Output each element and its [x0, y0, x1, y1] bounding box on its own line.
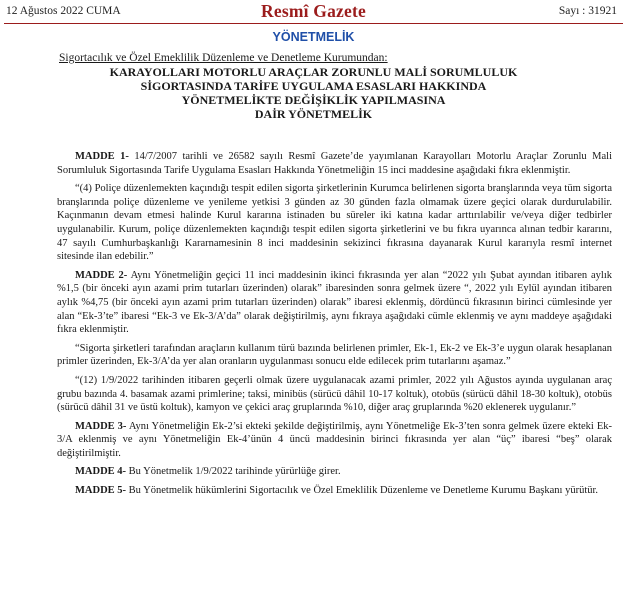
article-4: [57, 465, 612, 479]
article-2: [57, 269, 612, 337]
article-4-label: MADDE 4-: [75, 466, 127, 478]
article-4-text: Bu Yönetmelik 1/9/2022 tarihinde yürürlüğe girer.: [126, 466, 341, 478]
article-5-label: MADDE 5-: [75, 485, 127, 497]
article-1-quote: “(4) Poliçe düzenlemekten kaçındığı tespit edilen sigorta şirketlerinin Kurumca belirlenen sigorta branşlarında veya tüm sigorta branşlarında poliçe düzenleme ve yenileme yetkisi 3 günden az 30 günden fazla olmamak üzere geçici olarak durdurulabilir. Kaçınmanın devam etmesi halinde Kurul kararına istinaden bu süreler iki katına kadar arttırılabilir ve/veya diğer tedbirler uygulanabilir. Kurum, poliçe düzenlemekten kaçındığı tespit edilen sigorta şirketlerini ve bu fıkra uyarınca alınan tedbir kararını, 47 sayılı Cumhurbaşkanlığı Kararnamesinin 8 inci maddesinin sekizinci fıkrasına dayanarak Kurul kararıyla resmî internet sitesinde ilan edebilir.”: [57, 183, 612, 263]
regulation-title: [0, 65, 627, 121]
section-heading: YÖNETMELİK: [272, 30, 355, 44]
article-1-text: 14/7/2007 tarihli ve 26582 sayılı Resmî Gazete’de yayımlanan Karayolları Motorlu Araçlar Zorunlu Mali Sorumluluk Sigortasında Tarife Uygulama Esasları Hakkında Yönetmeliğin 15 inci maddesine aşağıdaki fıkra eklenmiştir.: [57, 151, 612, 176]
article-5-text: Bu Yönetmelik hükümlerini Sigortacılık ve Özel Emeklilik Düzenleme ve Denetleme Kurumu Başkanı yürütür.: [126, 485, 599, 497]
regulation-title-line: KARAYOLLARI MOTORLU ARAÇLAR ZORUNLU MALİ SORUMLULUK: [109, 65, 518, 79]
gazette-header: [0, 0, 627, 24]
issue-date: 12 Ağustos 2022 CUMA: [6, 5, 121, 17]
issue-number: Sayı : 31921: [558, 5, 617, 17]
article-5: [57, 484, 612, 498]
article-1: [57, 150, 612, 177]
regulation-title-line: SİGORTASINDA TARİFE UYGULAMA ESASLARI HAKKINDA: [140, 79, 487, 93]
article-3-text: Aynı Yönetmeliğin Ek-2’si ekteki şekilde değiştirilmiş, aynı Yönetmeliğe Ek-3’ten sonra gelmek üzere ekteki Ek-3/A eklenmiş ve aynı Yönetmeliğin Ek-4’ünün 4 üncü maddesinin birinci fıkrasında yer alan “üç” ibaresi “beş” olarak değiştirilmiştir.: [57, 420, 612, 459]
article-1-label: MADDE 1-: [75, 151, 129, 162]
article-2-quote-2: “(12) 1/9/2022 tarihinden itibaren geçerli olmak üzere uygulanacak azami primler, 2022 yılı Ağustos ayında uygulanan araç grubu bazında 4. basamak azami primlerine; taksi, minibüs (sürücü dâhil 10-17 koltuk), otobüs (sürücü dâhil 18-30 koltuk), otobüs (sürücü dâhil 31 ve üstü koltuk), kamyon ve çekici araç gruplarında %10, diğer araç gruplarında %20 eklenerek uygulanır.”: [57, 374, 612, 414]
header-divider: [4, 23, 623, 24]
article-3: [57, 420, 612, 461]
regulation-title-line: YÖNETMELİKTE DEĞİŞİKLİK YAPILMASINA: [181, 93, 446, 107]
regulation-title-line: DAİR YÖNETMELİK: [254, 107, 373, 121]
article-2-label: MADDE 2-: [75, 269, 128, 281]
article-3-label: MADDE 3-: [75, 420, 127, 432]
gazette-title: Resmî Gazete: [261, 1, 366, 21]
article-2-text: Aynı Yönetmeliğin geçici 11 inci maddesinin ikinci fıkrasında yer alan “2022 yılı Şubat ayından itibaren aylık %1,5 (bir önceki ayın azami prim tutarları üzerinden) olarak” ibaresinden sonra gelmek üzere “, 2022 yılı Eylül ayından itibaren aylık %4,75 (bir önceki ayın azami prim tutarları üzerinden) olarak” ibaresi eklenmiş, dördüncü fıkrasının birinci cümlesinde yer alan “Ek-3’te” ibaresi “Ek-3 ve Ek-3/A’da” olarak değiştirilmiş, aynı fıkraya aşağıdaki cümle eklenmiş ve aynı maddeye aşağıdaki fıkra eklenmiştir.: [57, 269, 612, 336]
issuing-authority: Sigortacılık ve Özel Emeklilik Düzenleme ve Denetleme Kurumundan:: [59, 52, 388, 64]
regulation-body: [57, 150, 612, 503]
article-2-quote-1: “Sigorta şirketleri tarafından araçların kullanım türü bazında belirlenen primler, Ek-1, Ek-2 ve Ek-3’e uygun olarak hesaplanan primler üzerinden, Ek-3/A’da yer alan oranların uygulanması sonucu elde edilecek prim tutarlarını aşamaz.”: [57, 342, 612, 368]
